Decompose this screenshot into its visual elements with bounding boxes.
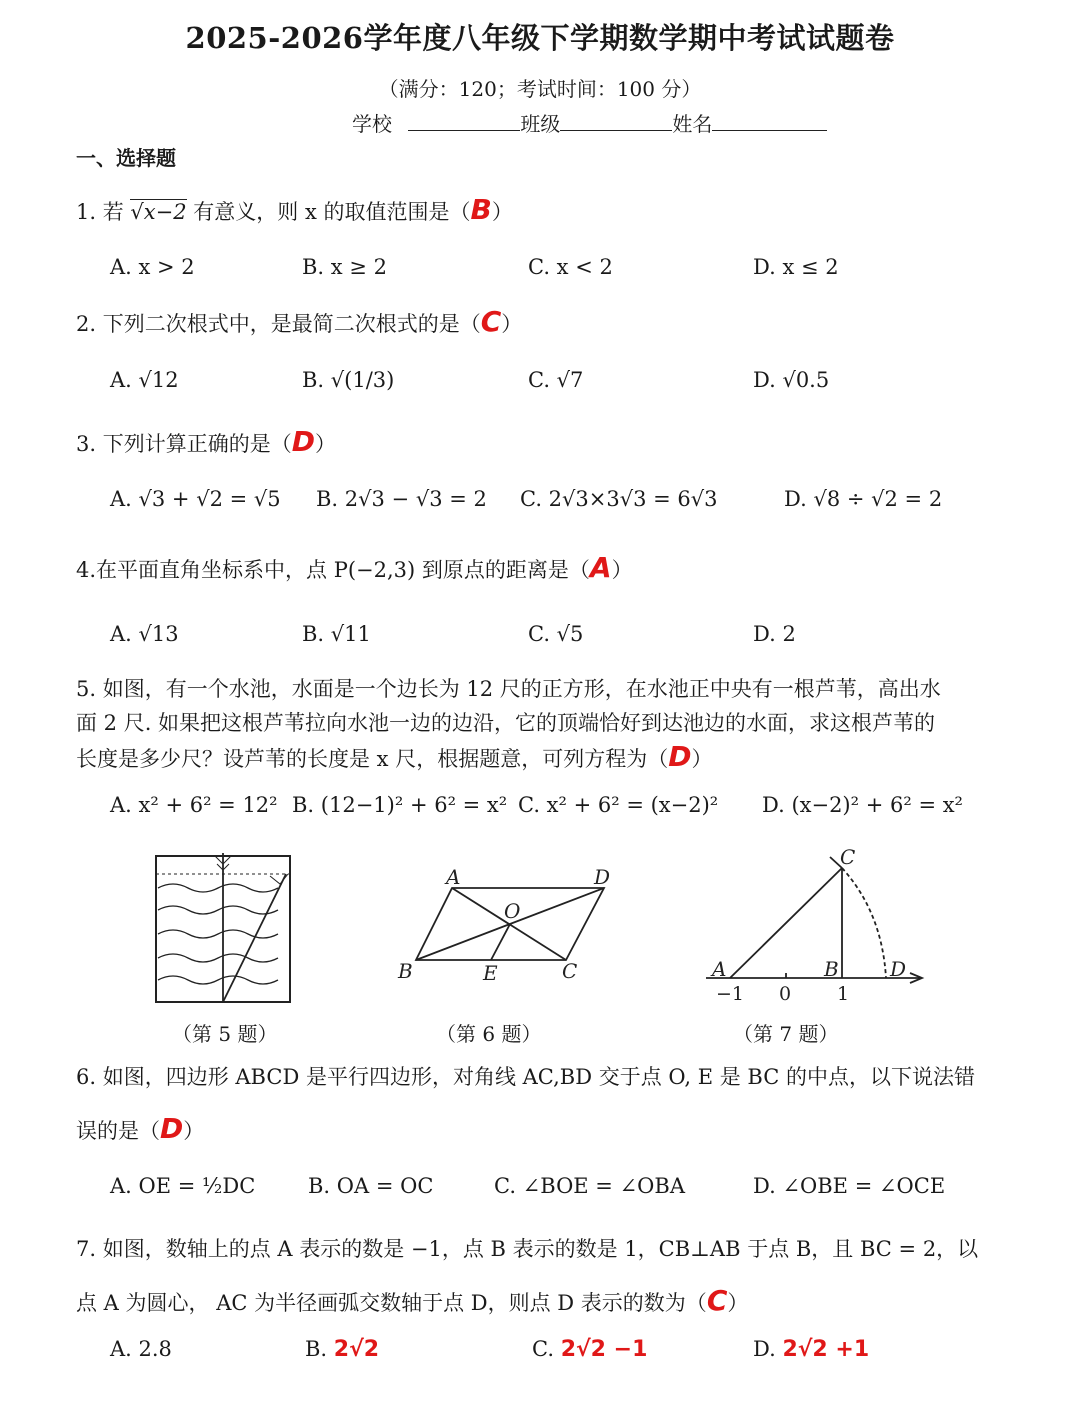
option-b: B. (12−1)² + 6² = x² <box>292 793 508 817</box>
name-blank[interactable] <box>712 112 827 131</box>
label-a: A <box>446 865 461 889</box>
q4-stem: 4.在平面直角坐标系中，点 P(−2,3) 到原点的距离是（ <box>76 558 590 582</box>
class-label: 班级 <box>520 112 561 136</box>
label-d: D <box>594 865 611 889</box>
handwritten-answer: D <box>668 740 692 773</box>
q2-stem: 2. 下列二次根式中，是最简二次根式的是（ <box>76 312 481 336</box>
option-d: D. 2 <box>753 622 796 646</box>
question-7-line-1: 7. 如图，数轴上的点 A 表示的数是 −1，点 B 表示的数是 1，CB⊥AB 于点 B，且 BC = 2，以 <box>76 1237 979 1261</box>
paren: ） <box>183 1119 205 1143</box>
option-d: D. √0.5 <box>753 368 830 392</box>
label-b: B <box>398 959 413 983</box>
option-a: A. x² + 6² = 12² <box>110 793 278 817</box>
handwritten-option-value: 2√2 −1 <box>560 1337 648 1362</box>
option-b: B. 2√3 − √3 = 2 <box>316 487 487 511</box>
label-d: D <box>890 957 907 981</box>
q6-stem: 误的是（ <box>76 1119 160 1143</box>
option-d: D. √8 ÷ √2 = 2 <box>784 487 943 511</box>
option-c: C. ∠BOE = ∠OBA <box>494 1174 685 1198</box>
option-d <box>753 1337 869 1362</box>
tick-1: 1 <box>837 983 850 1005</box>
q5-stem: 长度是多少尺？设芦苇的长度是 x 尺，根据题意，可列方程为（ <box>76 747 669 771</box>
handwritten-option-value: 2√2 +1 <box>782 1337 870 1362</box>
handwritten-answer: D <box>291 425 315 458</box>
option-c: C. 2√3×3√3 = 6√3 <box>520 487 718 511</box>
q1-stem-post: 有意义，则 x 的取值范围是（ <box>193 200 471 224</box>
option-b: B. OA = OC <box>308 1174 434 1198</box>
figure-6-parallelogram <box>390 860 630 990</box>
option-label: C. <box>532 1337 554 1361</box>
option-c: C. √7 <box>528 368 584 392</box>
question-7-line-2 <box>76 1284 748 1317</box>
option-a: A. x > 2 <box>110 255 195 279</box>
handwritten-option-value: 2√2 <box>333 1337 380 1362</box>
option-a: A. OE = ½DC <box>110 1174 256 1198</box>
paren: ） <box>501 312 523 336</box>
option-c: C. x² + 6² = (x−2)² <box>518 793 719 817</box>
question-5-line-3 <box>76 740 712 773</box>
option-b: B. x ≥ 2 <box>302 255 387 279</box>
name-label: 姓名 <box>672 112 713 136</box>
option-c: C. x < 2 <box>528 255 613 279</box>
question-2 <box>76 305 522 338</box>
q7-stem: 点 A 为圆心， AC 为半径画弧交数轴于点 D，则点 D 表示的数为（ <box>76 1291 707 1315</box>
label-a: A <box>712 957 727 981</box>
question-5-line-1: 5. 如图，有一个水池，水面是一个边长为 12 尺的正方形，在水池正中央有一根芦苇，高出水 <box>76 677 941 701</box>
exam-title: 2025-2026学年度八年级下学期数学期中考试试题卷 <box>185 21 895 55</box>
caption-fig6: （第 6 题） <box>436 1022 542 1046</box>
question-6-line-2 <box>76 1112 204 1145</box>
option-a: A. √12 <box>110 368 179 392</box>
exam-subtitle: （满分：120；考试时间：100 分） <box>378 77 702 101</box>
q1-stem: 1. 若 <box>76 200 124 224</box>
caption-fig5: （第 5 题） <box>172 1022 278 1046</box>
paren: ） <box>727 1291 749 1315</box>
option-d: D. (x−2)² + 6² = x² <box>762 793 963 817</box>
section-heading: 一、选择题 <box>76 146 176 170</box>
figure-5-pond <box>140 848 310 1008</box>
option-label: B. <box>305 1337 328 1361</box>
label-e: E <box>483 961 498 985</box>
paren: ） <box>611 558 633 582</box>
question-6-line-1: 6. 如图，四边形 ABCD 是平行四边形，对角线 AC,BD 交于点 O, E 是 BC 的中点，以下说法错 <box>76 1065 975 1089</box>
option-a: A. 2.8 <box>110 1337 172 1361</box>
option-b: B. √11 <box>302 622 371 646</box>
caption-fig7: （第 7 题） <box>733 1022 839 1046</box>
option-d: D. x ≤ 2 <box>753 255 839 279</box>
figure-7-number-line <box>700 842 930 1007</box>
question-4 <box>76 551 633 584</box>
class-blank[interactable] <box>560 112 672 131</box>
option-a: A. √13 <box>110 622 179 646</box>
school-label: 学校 <box>352 112 392 136</box>
option-c <box>532 1337 647 1362</box>
tick-minus-1: −1 <box>716 983 745 1005</box>
paren: ） <box>314 432 336 456</box>
handwritten-answer: D <box>160 1112 184 1145</box>
label-b: B <box>824 957 839 981</box>
label-c: C <box>562 959 578 983</box>
school-blank[interactable] <box>408 112 520 131</box>
question-1 <box>76 193 513 226</box>
label-o: O <box>504 899 521 923</box>
handwritten-answer: C <box>706 1284 728 1317</box>
question-3 <box>76 425 336 458</box>
option-b: B. √(1/3) <box>302 368 395 392</box>
tick-0: 0 <box>779 983 792 1005</box>
q1-radical: √x−2 <box>130 200 187 224</box>
option-a: A. √3 + √2 = √5 <box>110 487 281 511</box>
paren: ） <box>691 747 713 771</box>
handwritten-answer: C <box>480 305 502 338</box>
option-b <box>305 1337 379 1362</box>
question-5-line-2: 面 2 尺. 如果把这根芦苇拉向水池一边的边沿，它的顶端恰好到达池边的水面，求这根芦苇的 <box>76 711 936 735</box>
option-d: D. ∠OBE = ∠OCE <box>753 1174 946 1198</box>
handwritten-answer: B <box>470 193 492 226</box>
handwritten-answer: A <box>589 551 612 584</box>
paren: ） <box>491 200 513 224</box>
q3-stem: 3. 下列计算正确的是（ <box>76 432 292 456</box>
label-c: C <box>840 845 856 869</box>
student-info-line <box>352 108 827 137</box>
option-label: D. <box>753 1337 776 1361</box>
option-c: C. √5 <box>528 622 584 646</box>
